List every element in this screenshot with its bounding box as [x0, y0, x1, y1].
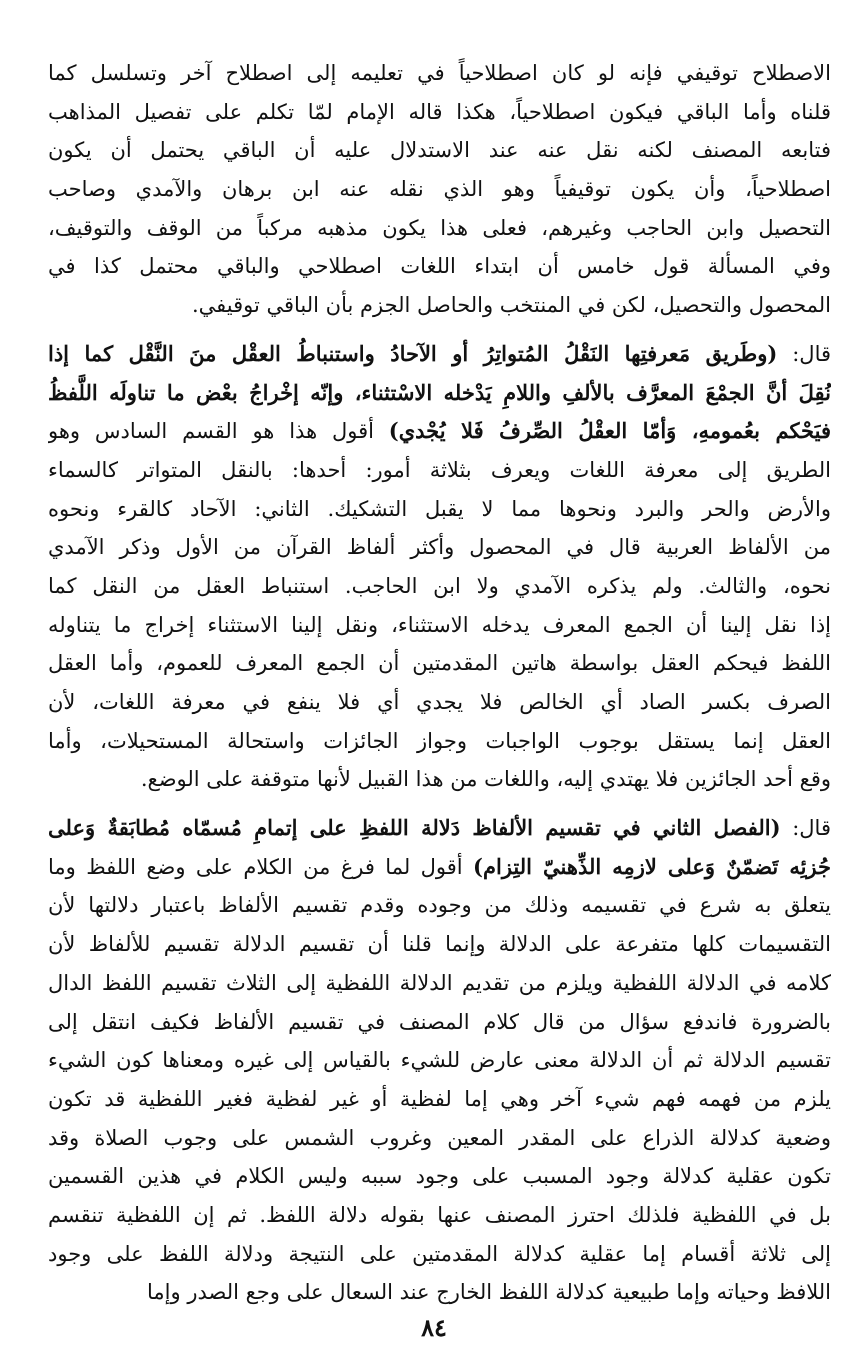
commentary-text: وضعية كدلالة الذراع على المقدر المعين وغروب الشمس على وجوب الصلاة وقد	[48, 1125, 831, 1150]
text-line	[48, 722, 831, 761]
commentary-text: اصطلاحياً، وأن يكون توقيفياً وهو الذي نقله عنه ابن برهان والآمدي وصاحب	[48, 177, 831, 202]
text-line	[48, 1119, 831, 1158]
text-line	[48, 1273, 831, 1312]
commentary-text: إذا نقل إلينا أن الجمع المعرف يدخله الاستثناء، ونقل إلينا الاستثناء إخراج ما يتناوله	[48, 612, 831, 637]
text-line	[48, 286, 831, 325]
commentary-text: تقسيم الدلالة ثم أن الدلالة معنى عارض للشيء بالقياس إلى غيره ومعناها كون الشيء	[48, 1048, 831, 1073]
quoted-matn-text: (الفصل الثاني في تقسيم الألفاظ دَلالة اللفظِ على إتمامِ مُسمّاه مُطابَقةٌ وَعلى	[48, 815, 781, 841]
text-line	[48, 1080, 831, 1119]
text-line	[48, 247, 831, 286]
commentary-text: وقع أحد الجائزين فلا يهتدي إليه، واللغات من هذا القبيل لأنها متوقفة على الوضع.	[140, 767, 831, 792]
text-line	[48, 1235, 831, 1274]
commentary-text: الاصطلاح توقيفي فإنه لو كان اصطلاحياً في تعليمه إلى اصطلاح آخر وتسلسل كما	[48, 61, 831, 85]
page-number: ٨٤	[421, 1313, 447, 1342]
quoted-matn-text: فيَحْكم بعُمومهِ، وَأمّا العقْلُ الصِّرفُ فَلا يُجْدي)	[388, 418, 831, 444]
text-line	[48, 1041, 831, 1080]
text-line	[48, 374, 831, 413]
commentary-text: أقول هذا هو القسم السادس وهو	[48, 419, 389, 444]
text-line	[48, 848, 831, 887]
commentary-text: قلناه وأما الباقي فيكون اصطلاحياً، هكذا قاله الإمام لمّا تكلم على تفصيل المذاهب	[48, 99, 831, 124]
commentary-text: أقول لما فرغ من الكلام على وضع اللفظ وما	[48, 854, 474, 879]
quoted-matn-text: (وطَريق مَعرفتِها النَقْلُ المُتواتِرُ أو الآحادُ واستنباطُ العقْل منَ النَّقْل كما إذا	[48, 340, 778, 366]
commentary-text: يلزم من فهمه فهم شيء آخر وهي إما لفظية أو غير لفظية فغير اللفظية قد تكون	[48, 1086, 831, 1111]
text-line	[48, 93, 831, 132]
commentary-text: من الألفاظ العربية قال في المحصول وأكثر ألفاظ القرآن من الأول وذكر الآمدي	[48, 535, 831, 560]
text-line	[48, 606, 831, 645]
text-line	[48, 451, 831, 490]
text-line	[48, 528, 831, 567]
paragraph	[48, 809, 831, 1312]
commentary-text: الصرف بكسر الصاد أي الخالص فلا يجدي أي فلا ينفع في معرفة اللغات، لأن	[48, 690, 831, 714]
commentary-text: التقسيمات كلها متفرعة على الدلالة وإنما قلنا أن تقسيم الدلالة تقسيم للألفاظ لأن	[48, 932, 831, 957]
commentary-text: اللفظ فيحكم العقل بواسطة هاتين المقدمتين أن الجمع المعرف للعموم، وأما العقل	[48, 651, 831, 676]
paragraph-gap	[48, 799, 831, 809]
paragraph	[48, 54, 831, 325]
text-line	[48, 644, 831, 683]
text-line	[48, 1003, 831, 1042]
commentary-text: التحصيل وابن الحاجب وغيرهم، فعلى هذا يكون مذهبه مركباً من الوقف والتوقيف،	[48, 215, 831, 240]
text-line	[48, 886, 831, 925]
commentary-text: قال:	[777, 341, 831, 366]
commentary-text: وفي المسألة قول خامس أن ابتداء اللغات اصطلاحي والباقي محتمل كذا في	[48, 254, 831, 279]
paragraph	[48, 335, 831, 799]
text-line	[48, 490, 831, 529]
text-line	[48, 54, 831, 93]
quoted-matn-text: نُقِلَ أنَّ الجمْعَ المعرَّف بالألفِ واللامِ يَدْخله الاسْتثناء، وإنّه إخْراجُ بعْض ما تناولَه اللَّفظُ	[48, 379, 831, 405]
text-line	[48, 567, 831, 606]
text-line	[48, 412, 831, 451]
page-body	[48, 54, 831, 1312]
commentary-text: الطريق إلى معرفة اللغات ويعرف بثلاثة أمور: أحدها: بالنقل المتواتر كالسماء	[48, 457, 831, 482]
commentary-text: والأرض والحر والبرد ونحوها مما لا يقبل التشكيك. الثاني: الآحاد كالقرء ونحوه	[48, 496, 831, 521]
text-line	[48, 335, 831, 374]
commentary-text: المحصول والتحصيل، لكن في المنتخب والحاصل الجزم بأن الباقي توقيفي.	[191, 293, 831, 318]
commentary-text: فتابعه المصنف لكنه نقل عنه عند الاستدلال عليه أن الباقي يحتمل أن يكون	[48, 138, 831, 163]
text-line	[48, 760, 831, 799]
text-line	[48, 925, 831, 964]
commentary-text: كلامه في الدلالة اللفظية ويلزم من تقديم الدلالة اللفظية إلى الثلاث تقسيم اللفظ الدال	[48, 970, 831, 995]
text-line	[48, 809, 831, 848]
text-line	[48, 170, 831, 209]
quoted-matn-text: جُزئِه تَضمّنٌ وَعلى لازمِه الذِّهنيّ التِزام)	[473, 853, 831, 879]
text-line	[48, 1196, 831, 1235]
commentary-text: إلى ثلاثة أقسام إما عقلية كدلالة المقدمتين على النتيجة ودلالة اللفظ على وجود	[48, 1241, 831, 1266]
paragraph-gap	[48, 325, 831, 335]
text-line	[48, 209, 831, 248]
commentary-text: بالضرورة فاندفع سؤال من قال كلام المصنف في تقسيم الألفاظ فكيف انتقل إلى	[48, 1009, 831, 1034]
commentary-text: نحوه، والثالث. ولم يذكره الآمدي ولا ابن الحاجب. استنباط العقل من النقل كما	[48, 573, 831, 598]
commentary-text: بل في اللفظية فلذلك احترز المصنف عنها بقوله دلالة اللفظ. ثم إن اللفظية تنقسم	[48, 1202, 831, 1227]
commentary-text: يتعلق به شرع في تقسيمه وذلك من وجوده وقدم تقسيم الألفاظ باعتبار دلالتها لأن	[48, 893, 831, 918]
commentary-text: قال:	[780, 816, 831, 841]
commentary-text: تكون عقلية كدلالة وجود المسبب على وجود سببه وليس الكلام في هذين القسمين	[48, 1164, 831, 1189]
text-line	[48, 131, 831, 170]
text-line	[48, 964, 831, 1003]
commentary-text: اللافظ وحياته وإما طبيعية كدلالة اللفظ الخارج عند السعال على وجع الصدر وإما	[147, 1280, 831, 1305]
commentary-text: العقل إنما يستقل بوجوب الواجبات وجواز الجائزات واستحالة المستحيلات، وأما	[48, 728, 831, 753]
text-line	[48, 683, 831, 722]
text-line	[48, 1157, 831, 1196]
